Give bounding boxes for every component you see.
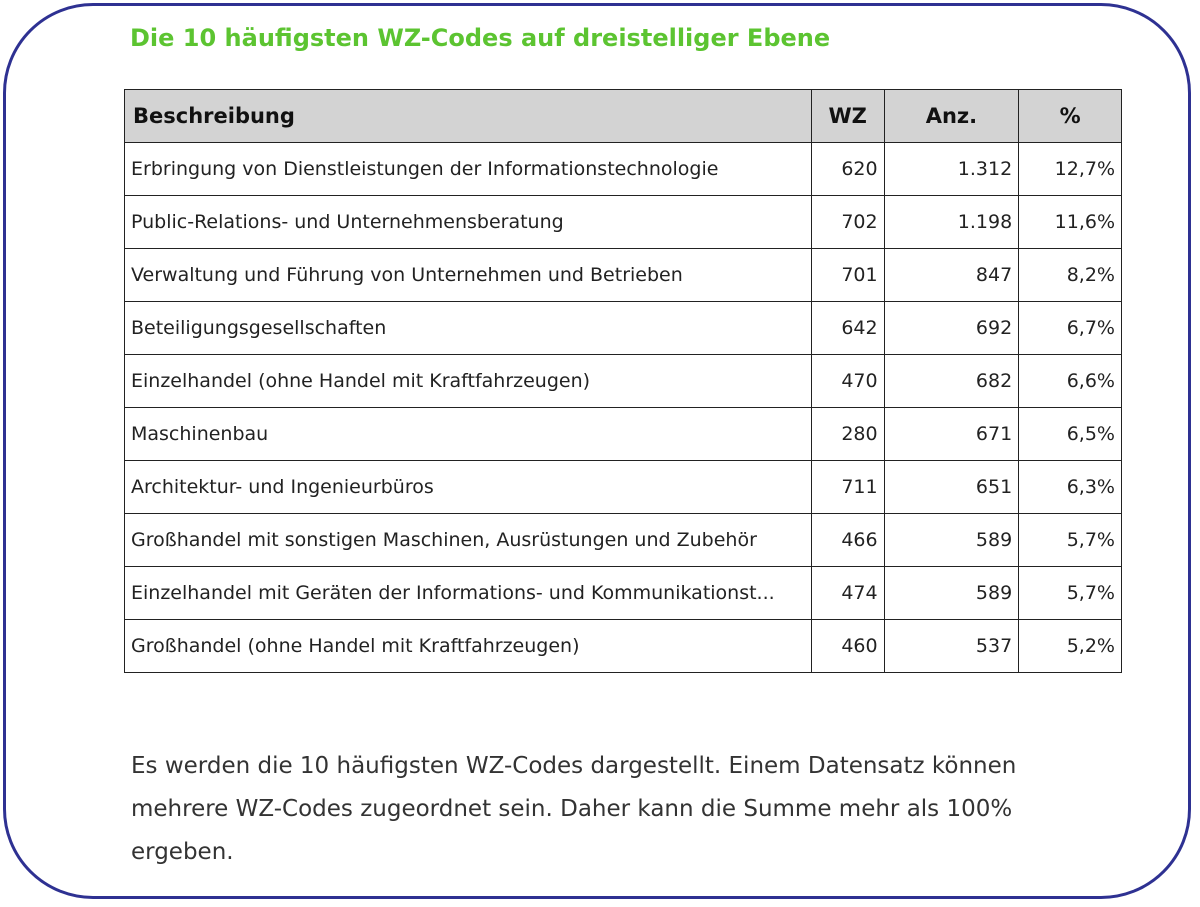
table-row (125, 461, 1122, 514)
cell-count: 1.312 (884, 143, 1019, 196)
table-row (125, 355, 1122, 408)
cell-percent: 5,7% (1019, 514, 1122, 567)
cell-wz: 642 (811, 302, 884, 355)
cell-percent: 12,7% (1019, 143, 1122, 196)
page-title: Die 10 häufigsten WZ-Codes auf dreistelliger Ebene (130, 24, 831, 52)
table-row (125, 143, 1122, 196)
cell-percent: 6,6% (1019, 355, 1122, 408)
cell-wz: 474 (811, 567, 884, 620)
cell-wz: 620 (811, 143, 884, 196)
cell-count: 671 (884, 408, 1019, 461)
header-wz: WZ (811, 90, 884, 143)
table-row (125, 408, 1122, 461)
header-description: Beschreibung (125, 90, 812, 143)
cell-description: Einzelhandel mit Geräten der Informations- und Kommunikationst... (125, 567, 812, 620)
cell-description: Beteiligungsgesellschaften (125, 302, 812, 355)
cell-percent: 8,2% (1019, 249, 1122, 302)
table-row (125, 196, 1122, 249)
cell-count: 589 (884, 567, 1019, 620)
cell-percent: 11,6% (1019, 196, 1122, 249)
footnote-text: Es werden die 10 häufigsten WZ-Codes dargestellt. Einem Datensatz können mehrere WZ-Codes zugeordnet sein. Daher kann die Summe mehr als 100% ergeben. (131, 753, 1017, 865)
cell-description: Public-Relations- und Unternehmensberatung (125, 196, 812, 249)
cell-description: Architektur- und Ingenieurbüros (125, 461, 812, 514)
cell-description: Einzelhandel (ohne Handel mit Kraftfahrzeugen) (125, 355, 812, 408)
cell-description: Großhandel (ohne Handel mit Kraftfahrzeugen) (125, 620, 812, 673)
table-header-row (125, 90, 1122, 143)
cell-wz: 701 (811, 249, 884, 302)
cell-count: 589 (884, 514, 1019, 567)
cell-count: 847 (884, 249, 1019, 302)
cell-count: 1.198 (884, 196, 1019, 249)
table-row (125, 302, 1122, 355)
cell-wz: 711 (811, 461, 884, 514)
cell-wz: 466 (811, 514, 884, 567)
table-row (125, 249, 1122, 302)
cell-percent: 6,7% (1019, 302, 1122, 355)
cell-wz: 470 (811, 355, 884, 408)
header-percent: % (1019, 90, 1122, 143)
cell-description: Erbringung von Dienstleistungen der Informationstechnologie (125, 143, 812, 196)
wz-codes-table (124, 89, 1122, 673)
cell-wz: 702 (811, 196, 884, 249)
cell-wz: 280 (811, 408, 884, 461)
cell-count: 682 (884, 355, 1019, 408)
header-count: Anz. (884, 90, 1019, 143)
table-row (125, 567, 1122, 620)
cell-description: Verwaltung und Führung von Unternehmen und Betrieben (125, 249, 812, 302)
cell-count: 651 (884, 461, 1019, 514)
cell-wz: 460 (811, 620, 884, 673)
cell-percent: 6,5% (1019, 408, 1122, 461)
cell-percent: 5,2% (1019, 620, 1122, 673)
table-row (125, 620, 1122, 673)
cell-description: Maschinenbau (125, 408, 812, 461)
cell-percent: 5,7% (1019, 567, 1122, 620)
cell-percent: 6,3% (1019, 461, 1122, 514)
cell-count: 537 (884, 620, 1019, 673)
cell-description: Großhandel mit sonstigen Maschinen, Ausrüstungen und Zubehör (125, 514, 812, 567)
cell-count: 692 (884, 302, 1019, 355)
table-row (125, 514, 1122, 567)
